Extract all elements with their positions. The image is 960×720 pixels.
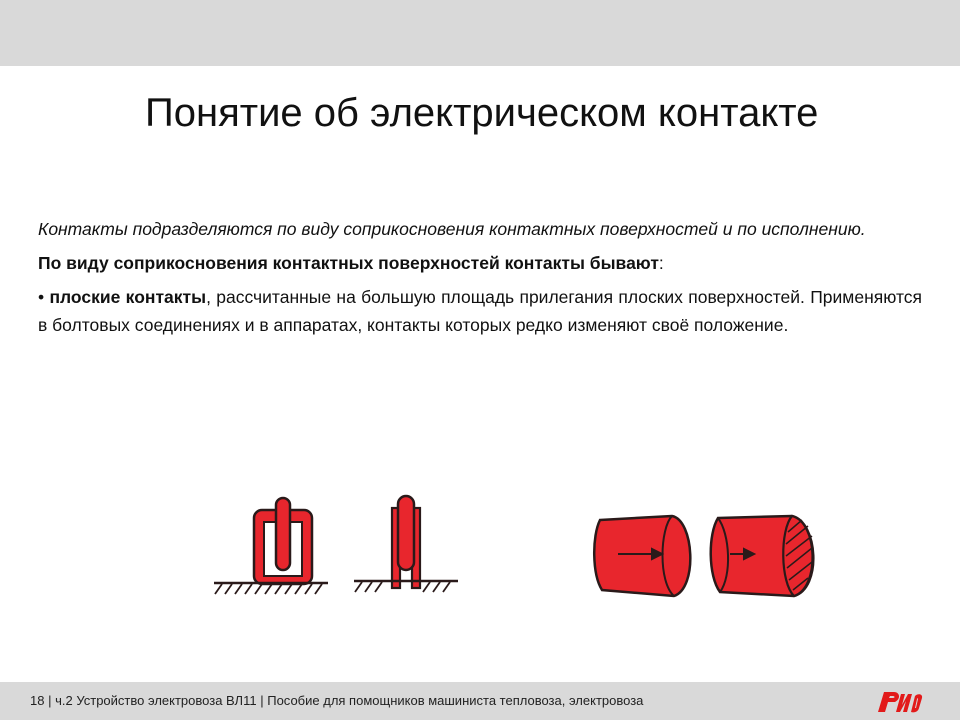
slide-title: Понятие об электрическом контакте bbox=[145, 91, 819, 135]
footer-bar bbox=[0, 682, 960, 720]
footer-course: Устройство электровоза ВЛ11 bbox=[76, 693, 257, 708]
knife-blade bbox=[398, 496, 414, 570]
bullet-marker: • bbox=[38, 287, 45, 307]
u-base-hatch bbox=[215, 584, 322, 594]
footer-part: ч.2 bbox=[55, 693, 73, 708]
top-bar bbox=[0, 0, 960, 66]
heading-bold-text: По виду соприкосновения контактных поверхностей контакты бывают bbox=[38, 253, 659, 273]
bullet-paragraph bbox=[38, 283, 922, 339]
bullet-bold-text: плоские контакты bbox=[49, 287, 207, 307]
bullet-text: , рассчитанные на большую площадь прилегания плоских поверхностей. Применяются в болтовых соединениях и в аппаратах, контакты которых редко изменяют своё положение. bbox=[38, 287, 922, 335]
knife-contact-figure bbox=[350, 494, 460, 598]
footer-text bbox=[30, 692, 643, 710]
cylinder-right-face-right bbox=[783, 516, 812, 596]
u-contact-blade bbox=[276, 498, 290, 570]
u-contact-figure bbox=[208, 496, 332, 600]
knife-base-hatch bbox=[355, 582, 450, 592]
heading-colon: : bbox=[658, 253, 664, 273]
slide-content bbox=[38, 215, 922, 339]
footer-separator: | bbox=[48, 693, 52, 708]
intro-paragraph: Контакты подразделяются по виду соприкосновения контактных поверхностей и по исполнению. bbox=[38, 219, 866, 239]
flat-cylinder-contacts-figure bbox=[590, 504, 830, 608]
rzd-logo-icon bbox=[874, 688, 924, 714]
heading-paragraph bbox=[38, 249, 922, 277]
footer-separator: | bbox=[260, 693, 264, 708]
page-number: 18 bbox=[30, 693, 45, 708]
footer-manual: Пособие для помощников машиниста тепловоза, электровоза bbox=[267, 693, 644, 708]
cylinder-left bbox=[594, 516, 690, 596]
